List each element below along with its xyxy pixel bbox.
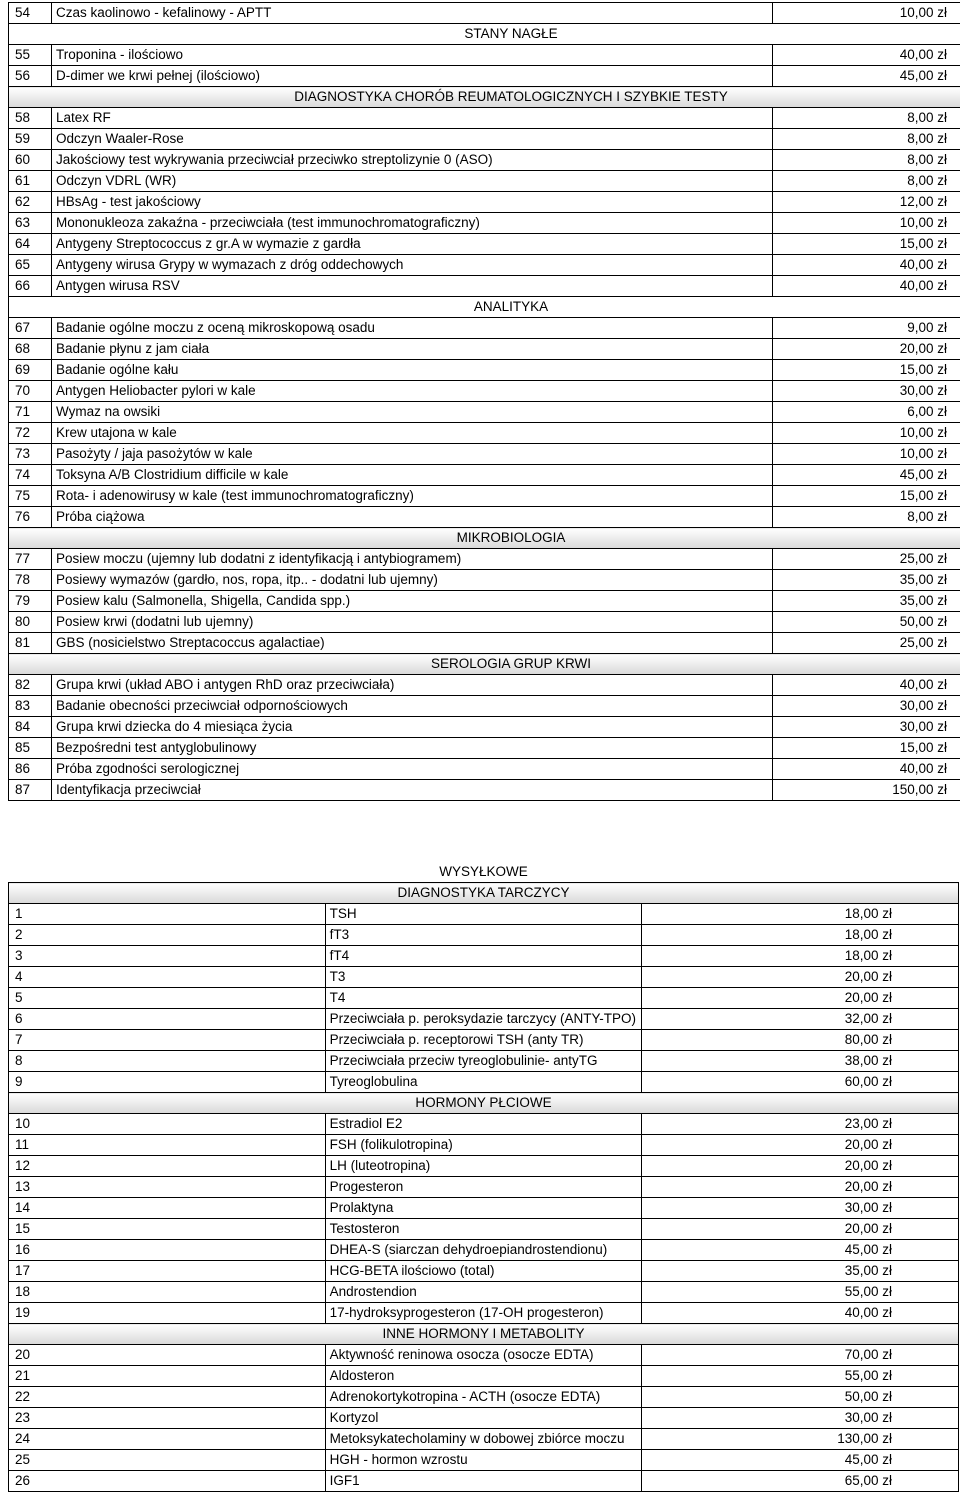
test-name: Odczyn Waaler-Rose (52, 129, 773, 150)
test-name: Czas kaolinowo - kefalinowy - APTT (52, 3, 773, 24)
row-number: 16 (9, 1240, 326, 1261)
table-row (9, 904, 959, 925)
table-row (9, 1114, 959, 1135)
test-name: Rota- i adenowirusy w kale (test immunochromatograficzny) (52, 486, 773, 507)
section-header-row (9, 1093, 959, 1114)
row-number: 23 (9, 1408, 326, 1429)
table-row (9, 1072, 959, 1093)
row-number: 78 (9, 570, 52, 591)
test-price: 50,00 zł (642, 1387, 959, 1408)
test-name: Antygeny wirusa Grypy w wymazach z dróg oddechowych (52, 255, 773, 276)
row-number: 79 (9, 591, 52, 612)
row-number: 2 (9, 925, 326, 946)
table-row (9, 967, 959, 988)
row-number: 12 (9, 1156, 326, 1177)
test-name: FSH (folikulotropina) (325, 1135, 642, 1156)
test-price: 20,00 zł (642, 988, 959, 1009)
section-header-row (9, 1324, 959, 1345)
test-price: 15,00 zł (773, 234, 960, 255)
row-number: 25 (9, 1450, 326, 1471)
test-price: 40,00 zł (773, 255, 960, 276)
test-name: Aldosteron (325, 1366, 642, 1387)
test-price: 40,00 zł (773, 675, 960, 696)
row-number: 73 (9, 444, 52, 465)
test-price: 20,00 zł (642, 1156, 959, 1177)
table-row (9, 1051, 959, 1072)
row-number: 85 (9, 738, 52, 759)
row-number: 58 (9, 108, 52, 129)
test-name: IGF1 (325, 1471, 642, 1492)
row-number: 17 (9, 1261, 326, 1282)
row-number: 65 (9, 255, 52, 276)
test-name: Próba ciążowa (52, 507, 773, 528)
table-row (9, 1387, 959, 1408)
row-number: 87 (9, 780, 52, 801)
test-price: 10,00 zł (773, 3, 960, 24)
section-header-row (9, 883, 959, 904)
row-number: 74 (9, 465, 52, 486)
test-name: Troponina - ilościowo (52, 45, 773, 66)
row-number: 55 (9, 45, 52, 66)
section-header-row (9, 24, 960, 45)
section-title: ANALITYKA (9, 297, 960, 318)
test-price: 9,00 zł (773, 318, 960, 339)
row-number: 67 (9, 318, 52, 339)
row-number: 68 (9, 339, 52, 360)
test-name: T4 (325, 988, 642, 1009)
row-number: 10 (9, 1114, 326, 1135)
test-name: Posiew moczu (ujemny lub dodatni z identyfikacją i antybiogramem) (52, 549, 773, 570)
table-row (9, 1345, 959, 1366)
test-price: 15,00 zł (773, 738, 960, 759)
table-row (9, 507, 960, 528)
row-number: 1 (9, 904, 326, 925)
row-number: 26 (9, 1471, 326, 1492)
test-price: 10,00 zł (773, 423, 960, 444)
test-name: 17-hydroksyprogesteron (17-OH progesteron) (325, 1303, 642, 1324)
test-name: Metoksykatecholaminy w dobowej zbiórce moczu (325, 1429, 642, 1450)
test-price: 30,00 zł (773, 381, 960, 402)
test-price: 18,00 zł (642, 946, 959, 967)
row-number: 21 (9, 1366, 326, 1387)
test-name: Badanie obecności przeciwciał odpornościowych (52, 696, 773, 717)
test-price: 8,00 zł (773, 507, 960, 528)
row-number: 5 (9, 988, 326, 1009)
test-name: Adrenokortykotropina - ACTH (osocze EDTA) (325, 1387, 642, 1408)
test-name: Kortyzol (325, 1408, 642, 1429)
table-row (9, 1156, 959, 1177)
table-row (9, 318, 960, 339)
test-name: Aktywność reninowa osocza (osocze EDTA) (325, 1345, 642, 1366)
row-number: 9 (9, 1072, 326, 1093)
row-number: 11 (9, 1135, 326, 1156)
row-number: 86 (9, 759, 52, 780)
table-row (9, 549, 960, 570)
table-row (9, 402, 960, 423)
section-header-row (9, 528, 960, 549)
test-name: Prolaktyna (325, 1198, 642, 1219)
test-price: 150,00 zł (773, 780, 960, 801)
table-row (9, 234, 960, 255)
test-price: 45,00 zł (642, 1450, 959, 1471)
test-price: 30,00 zł (773, 696, 960, 717)
test-price: 45,00 zł (773, 465, 960, 486)
section-title: DIAGNOSTYKA TARCZYCY (9, 883, 959, 904)
test-price: 40,00 zł (642, 1303, 959, 1324)
table-row (9, 1471, 959, 1492)
section-header-row (9, 87, 960, 108)
test-name: TSH (325, 904, 642, 925)
row-number: 56 (9, 66, 52, 87)
row-number: 69 (9, 360, 52, 381)
table-row (9, 45, 960, 66)
row-number: 70 (9, 381, 52, 402)
table-row (9, 675, 960, 696)
table-row (9, 946, 959, 967)
row-number: 4 (9, 967, 326, 988)
test-name: LH (luteotropina) (325, 1156, 642, 1177)
table-row (9, 129, 960, 150)
row-number: 60 (9, 150, 52, 171)
test-name: fT4 (325, 946, 642, 967)
test-price: 25,00 zł (773, 633, 960, 654)
table-row (9, 276, 960, 297)
table-row (9, 150, 960, 171)
test-name: Posiewy wymazów (gardło, nos, ropa, itp.. - dodatni lub ujemny) (52, 570, 773, 591)
table-heading-row (9, 862, 959, 883)
test-name: Przeciwciała p. peroksydazie tarczycy (ANTY-TPO) (325, 1009, 642, 1030)
row-number: 61 (9, 171, 52, 192)
row-number: 54 (9, 3, 52, 24)
table-row (9, 360, 960, 381)
section-title: INNE HORMONY I METABOLITY (9, 1324, 959, 1345)
test-price: 8,00 zł (773, 171, 960, 192)
table-row (9, 1009, 959, 1030)
test-name: Grupa krwi (układ ABO i antygen RhD oraz przeciwciała) (52, 675, 773, 696)
test-price: 8,00 zł (773, 129, 960, 150)
test-price: 40,00 zł (773, 759, 960, 780)
test-price: 35,00 zł (773, 570, 960, 591)
test-name: Wymaz na owsiki (52, 402, 773, 423)
row-number: 24 (9, 1429, 326, 1450)
test-price: 38,00 zł (642, 1051, 959, 1072)
table-row (9, 570, 960, 591)
test-name: Mononukleoza zakaźna - przeciwciała (test immunochromatograficzny) (52, 213, 773, 234)
table-row (9, 66, 960, 87)
test-price: 25,00 zł (773, 549, 960, 570)
table-row (9, 213, 960, 234)
test-price: 12,00 zł (773, 192, 960, 213)
row-number: 66 (9, 276, 52, 297)
test-name: Antygen wirusa RSV (52, 276, 773, 297)
section-header-row (9, 297, 960, 318)
row-number: 18 (9, 1282, 326, 1303)
row-number: 13 (9, 1177, 326, 1198)
test-price: 45,00 zł (773, 66, 960, 87)
table-row (9, 717, 960, 738)
section-header-row (9, 654, 960, 675)
row-number: 59 (9, 129, 52, 150)
test-price: 130,00 zł (642, 1429, 959, 1450)
test-price: 40,00 zł (773, 45, 960, 66)
test-name: Latex RF (52, 108, 773, 129)
test-price: 35,00 zł (773, 591, 960, 612)
row-number: 63 (9, 213, 52, 234)
test-name: Estradiol E2 (325, 1114, 642, 1135)
table-row (9, 1408, 959, 1429)
test-name: Przeciwciała przeciw tyreoglobulinie- antyTG (325, 1051, 642, 1072)
table-row (9, 759, 960, 780)
test-price: 60,00 zł (642, 1072, 959, 1093)
test-name: Posiew krwi (dodatni lub ujemny) (52, 612, 773, 633)
section-title: STANY NAGŁE (9, 24, 960, 45)
row-number: 15 (9, 1219, 326, 1240)
test-price: 20,00 zł (642, 967, 959, 988)
table-row (9, 3, 960, 24)
table-row (9, 1303, 959, 1324)
row-number: 3 (9, 946, 326, 967)
test-name: T3 (325, 967, 642, 988)
table-row (9, 1177, 959, 1198)
table-row (9, 486, 960, 507)
table-row (9, 612, 960, 633)
table-row (9, 988, 959, 1009)
row-number: 62 (9, 192, 52, 213)
test-price: 40,00 zł (773, 276, 960, 297)
test-price: 65,00 zł (642, 1471, 959, 1492)
table-row (9, 423, 960, 444)
row-number: 72 (9, 423, 52, 444)
table-row (9, 633, 960, 654)
test-price: 20,00 zł (642, 1177, 959, 1198)
test-price: 20,00 zł (642, 1219, 959, 1240)
table-row (9, 255, 960, 276)
test-price: 10,00 zł (773, 213, 960, 234)
row-number: 82 (9, 675, 52, 696)
table-row (9, 591, 960, 612)
test-name: HCG-BETA ilościowo (total) (325, 1261, 642, 1282)
table-row (9, 1240, 959, 1261)
test-name: Testosteron (325, 1219, 642, 1240)
table-row (9, 1282, 959, 1303)
test-name: Posiew kalu (Salmonella, Shigella, Candida spp.) (52, 591, 773, 612)
table-row (9, 465, 960, 486)
section-title: HORMONY PŁCIOWE (9, 1093, 959, 1114)
test-price: 50,00 zł (773, 612, 960, 633)
test-price: 80,00 zł (642, 1030, 959, 1051)
row-number: 80 (9, 612, 52, 633)
row-number: 14 (9, 1198, 326, 1219)
test-name: Antygeny Streptococcus z gr.A w wymazie z gardła (52, 234, 773, 255)
test-price: 8,00 zł (773, 150, 960, 171)
row-number: 64 (9, 234, 52, 255)
test-price: 55,00 zł (642, 1282, 959, 1303)
test-name: Toksyna A/B Clostridium difficile w kale (52, 465, 773, 486)
test-price: 15,00 zł (773, 360, 960, 381)
test-name: Badanie płynu z jam ciała (52, 339, 773, 360)
row-number: 6 (9, 1009, 326, 1030)
test-price: 10,00 zł (773, 444, 960, 465)
test-price: 20,00 zł (642, 1135, 959, 1156)
row-number: 77 (9, 549, 52, 570)
table-row (9, 381, 960, 402)
row-number: 83 (9, 696, 52, 717)
row-number: 81 (9, 633, 52, 654)
test-price: 18,00 zł (642, 904, 959, 925)
row-number: 19 (9, 1303, 326, 1324)
table-row (9, 1198, 959, 1219)
table-row (9, 1429, 959, 1450)
row-number: 20 (9, 1345, 326, 1366)
test-name: fT3 (325, 925, 642, 946)
table-row (9, 108, 960, 129)
test-name: DHEA-S (siarczan dehydroepiandrostendionu) (325, 1240, 642, 1261)
table-row (9, 339, 960, 360)
test-price: 32,00 zł (642, 1009, 959, 1030)
test-price: 18,00 zł (642, 925, 959, 946)
table-row (9, 444, 960, 465)
test-name: Badanie ogólne kału (52, 360, 773, 381)
table-row (9, 738, 960, 759)
test-name: Badanie ogólne moczu z oceną mikroskopową osadu (52, 318, 773, 339)
test-name: Pasożyty / jaja pasożytów w kale (52, 444, 773, 465)
table-row (9, 1366, 959, 1387)
test-price: 8,00 zł (773, 108, 960, 129)
table-row (9, 780, 960, 801)
row-number: 7 (9, 1030, 326, 1051)
test-name: Próba zgodności serologicznej (52, 759, 773, 780)
section-title: DIAGNOSTYKA CHORÓB REUMATOLOGICZNYCH I SZYBKIE TESTY (9, 87, 960, 108)
row-number: 76 (9, 507, 52, 528)
test-name: Przeciwciała p. receptorowi TSH (anty TR) (325, 1030, 642, 1051)
test-price: 30,00 zł (642, 1198, 959, 1219)
test-price: 35,00 zł (642, 1261, 959, 1282)
section-title: SEROLOGIA GRUP KRWI (9, 654, 960, 675)
test-name: D-dimer we krwi pełnej (ilościowo) (52, 66, 773, 87)
test-price: 55,00 zł (642, 1366, 959, 1387)
table-row (9, 925, 959, 946)
test-name: Identyfikacja przeciwciał (52, 780, 773, 801)
test-name: GBS (nosicielstwo Streptacoccus agalactiae) (52, 633, 773, 654)
table-row (9, 1261, 959, 1282)
row-number: 75 (9, 486, 52, 507)
test-name: Tyreoglobulina (325, 1072, 642, 1093)
test-name: HBsAg - test jakościowy (52, 192, 773, 213)
test-name: HGH - hormon wzrostu (325, 1450, 642, 1471)
row-number: 84 (9, 717, 52, 738)
section-title: MIKROBIOLOGIA (9, 528, 960, 549)
test-price: 15,00 zł (773, 486, 960, 507)
table-row (9, 1030, 959, 1051)
table-row (9, 171, 960, 192)
row-number: 22 (9, 1387, 326, 1408)
row-number: 8 (9, 1051, 326, 1072)
table-row (9, 192, 960, 213)
table-row (9, 1450, 959, 1471)
row-number: 71 (9, 402, 52, 423)
test-price: 20,00 zł (773, 339, 960, 360)
test-name: Grupa krwi dziecka do 4 miesiąca życia (52, 717, 773, 738)
test-name: Androstendion (325, 1282, 642, 1303)
test-name: Bezpośredni test antyglobulinowy (52, 738, 773, 759)
test-price: 45,00 zł (642, 1240, 959, 1261)
test-price: 23,00 zł (642, 1114, 959, 1135)
test-name: Antygen Heliobacter pylori w kale (52, 381, 773, 402)
test-price: 30,00 zł (642, 1408, 959, 1429)
test-name: Krew utajona w kale (52, 423, 773, 444)
test-name: Odczyn VDRL (WR) (52, 171, 773, 192)
price-table-main (8, 2, 960, 801)
test-price: 30,00 zł (773, 717, 960, 738)
table-row (9, 1135, 959, 1156)
test-name: Progesteron (325, 1177, 642, 1198)
shipping-heading: WYSYŁKOWE (439, 864, 528, 879)
test-price: 6,00 zł (773, 402, 960, 423)
test-price: 70,00 zł (642, 1345, 959, 1366)
table-row (9, 696, 960, 717)
table-row (9, 1219, 959, 1240)
price-table-shipping (8, 862, 959, 1492)
test-name: Jakościowy test wykrywania przeciwciał przeciwko streptolizynie 0 (ASO) (52, 150, 773, 171)
